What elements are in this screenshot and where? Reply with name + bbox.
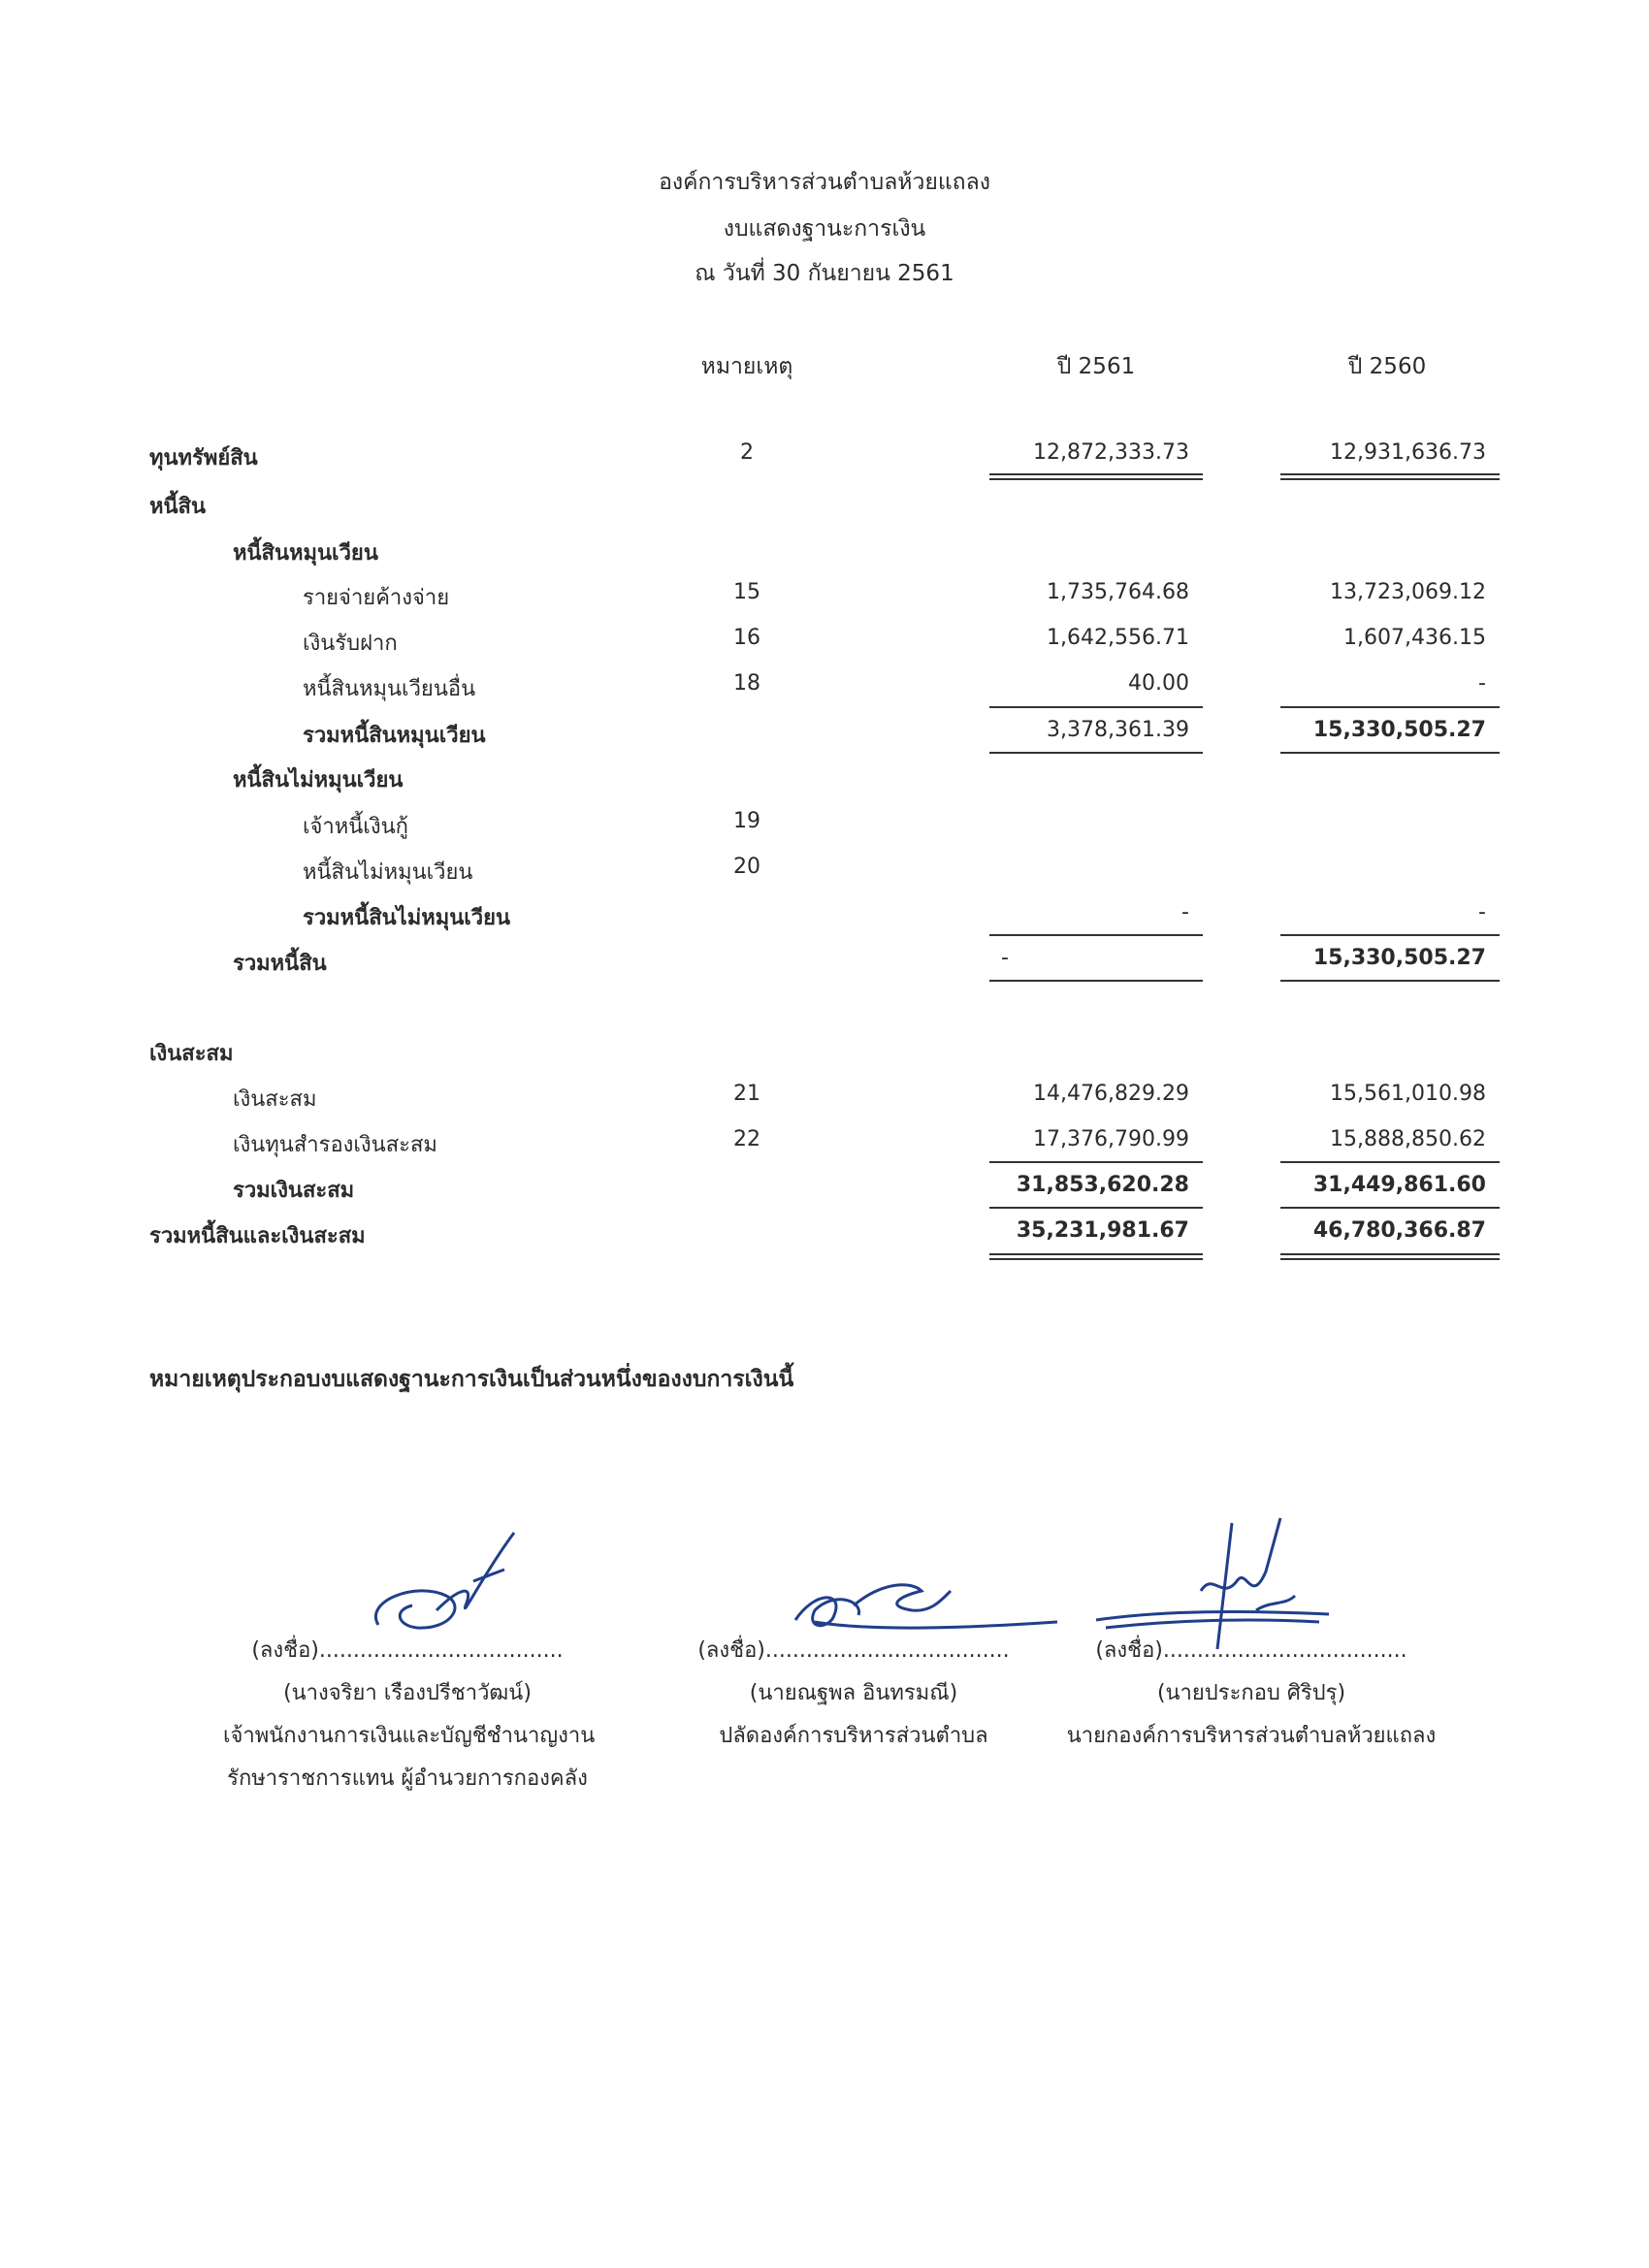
double-underline-2560: [1280, 1253, 1500, 1260]
note-ref: 15: [733, 580, 760, 604]
value-2561: 40.00: [1128, 671, 1189, 696]
signer-title: ปลัดองค์การบริหารส่วนตำบล: [719, 1724, 988, 1748]
signature-block-chief-executive: [1048, 1630, 1455, 1758]
double-underline-2561: [989, 473, 1203, 480]
row-accumulated: [0, 1082, 1649, 1120]
value-2561: 35,231,981.67: [1016, 1218, 1189, 1243]
value-2561: 1,642,556.71: [1047, 626, 1189, 650]
value-2560: 15,330,505.27: [1312, 718, 1486, 742]
row-total-liabilities: [0, 946, 1649, 985]
row-label: รวมเงินสะสม: [233, 1179, 355, 1203]
value-2560: 46,780,366.87: [1312, 1218, 1486, 1243]
signature-block-finance: [223, 1630, 596, 1800]
statement-title: งบแสดงฐานะการเงิน: [723, 216, 926, 242]
note-ref: 16: [733, 626, 760, 650]
value-2561: 3,378,361.39: [1047, 718, 1189, 742]
underline-2560: [1280, 1207, 1500, 1209]
underline-2560: [1280, 1161, 1500, 1163]
signer-title: เจ้าพนักงานการเงินและบัญชีชำนาญงาน: [223, 1724, 596, 1748]
underline-2560: [1280, 752, 1500, 754]
row-label: หนี้สินหมุนเวียนอื่น: [303, 677, 476, 701]
row-total-liabilities-and-funds: [0, 1218, 1649, 1257]
double-underline-2560: [1280, 473, 1500, 480]
row-total-accumulated: [0, 1173, 1649, 1212]
section-noncurrent-liabilities: [0, 762, 1649, 801]
value-2560: -: [1478, 900, 1486, 924]
value-2561: -: [1001, 946, 1009, 970]
signer-name: (นายประกอบ ศิริปรุ): [1156, 1681, 1346, 1705]
value-2560: 31,449,861.60: [1312, 1173, 1486, 1197]
row-accrued-expenses: [0, 580, 1649, 619]
signature-line: (ลงชื่อ)....................................: [697, 1638, 1010, 1663]
value-2560: 12,931,636.73: [1330, 440, 1486, 465]
as-of-date: ณ วันที่ 30 กันยายน 2561: [695, 261, 954, 286]
underline-2561: [989, 980, 1203, 982]
value-2560: 13,723,069.12: [1330, 580, 1486, 604]
row-noncurrent-other: [0, 855, 1649, 893]
value-2561: 31,853,620.28: [1016, 1173, 1189, 1197]
section-heading: หนี้สินไม่หมุนเวียน: [233, 768, 404, 793]
signer-title: นายกองค์การบริหารส่วนตำบลห้วยแถลง: [1066, 1724, 1437, 1748]
underline-2560: [1280, 980, 1500, 982]
value-2560: 15,888,850.62: [1330, 1127, 1486, 1151]
column-header-2560: ปี 2560: [1347, 354, 1427, 379]
note-ref: 18: [733, 671, 760, 696]
double-underline-2561: [989, 1253, 1203, 1260]
row-label: เงินรับฝาก: [303, 632, 398, 656]
value-2561: -: [1181, 900, 1189, 924]
section-accumulated-funds: [0, 1036, 1649, 1075]
row-label: รวมหนี้สิน: [233, 952, 327, 976]
signature-line: (ลงชื่อ)....................................: [1095, 1638, 1407, 1663]
signature-mark-1: [359, 1513, 534, 1649]
section-heading: หนี้สินหมุนเวียน: [233, 541, 378, 566]
signature-line: (ลงชื่อ)....................................: [251, 1638, 564, 1663]
row-label: รวมหนี้สินและเงินสะสม: [149, 1224, 366, 1248]
underline-2561: [989, 1161, 1203, 1163]
signer-name: (นายณฐพล อินทรมณี): [749, 1681, 958, 1705]
row-reserve-fund: [0, 1127, 1649, 1166]
value-2560: -: [1478, 671, 1486, 696]
row-label: หนี้สินไม่หมุนเวียน: [303, 860, 473, 885]
note-ref: 21: [733, 1082, 760, 1106]
value-2561: 12,872,333.73: [1033, 440, 1189, 465]
signer-title-acting: รักษาราชการแทน ผู้อำนวยการกองคลัง: [227, 1766, 588, 1791]
org-name: องค์การบริหารส่วนตำบลห้วยแถลง: [659, 170, 990, 195]
section-current-liabilities: [0, 535, 1649, 574]
row-label: ทุนทรัพย์สิน: [149, 446, 258, 470]
row-total-current-liabilities: [0, 718, 1649, 757]
note-ref: 20: [733, 855, 760, 879]
note-ref: 2: [740, 440, 754, 465]
underline-2560: [1280, 706, 1500, 708]
value-2560: 15,561,010.98: [1330, 1082, 1486, 1106]
row-label: รวมหนี้สินหมุนเวียน: [303, 724, 486, 748]
note-ref: 22: [733, 1127, 760, 1151]
underline-2561: [989, 752, 1203, 754]
row-total-noncurrent-liabilities: [0, 900, 1649, 939]
row-label: เงินทุนสำรองเงินสะสม: [233, 1133, 437, 1157]
section-liabilities: [0, 489, 1649, 528]
underline-2561: [989, 934, 1203, 936]
row-deposits-received: [0, 626, 1649, 664]
underline-2561: [989, 706, 1203, 708]
row-label: เงินสะสม: [233, 1087, 317, 1112]
column-header-note: หมายเหตุ: [700, 354, 793, 379]
value-2561: 1,735,764.68: [1047, 580, 1189, 604]
value-2560: 15,330,505.27: [1312, 946, 1486, 970]
row-other-current-liabilities: [0, 671, 1649, 710]
row-loan-creditors: [0, 809, 1649, 848]
underline-2560: [1280, 934, 1500, 936]
value-2561: 14,476,829.29: [1033, 1082, 1189, 1106]
row-label: รวมหนี้สินไม่หมุนเวียน: [303, 906, 511, 930]
signer-name: (นางจริยา เรืองปรีชาวัฒน์): [283, 1681, 532, 1705]
statement-footnote: หมายเหตุประกอบงบแสดงฐานะการเงินเป็นส่วนหนึ่งของงบการเงินนี้: [149, 1367, 794, 1392]
value-2560: 1,607,436.15: [1343, 626, 1486, 650]
section-heading: เงินสะสม: [149, 1042, 234, 1066]
section-heading: หนี้สิน: [149, 495, 207, 519]
row-label: เจ้าหนี้เงินกู้: [303, 815, 408, 839]
column-header-2561: ปี 2561: [1056, 354, 1136, 379]
row-label: รายจ่ายค้างจ่าย: [303, 586, 450, 610]
underline-2561: [989, 1207, 1203, 1209]
value-2561: 17,376,790.99: [1033, 1127, 1189, 1151]
note-ref: 19: [733, 809, 760, 833]
signature-block-permanent-secretary: [669, 1630, 1038, 1758]
